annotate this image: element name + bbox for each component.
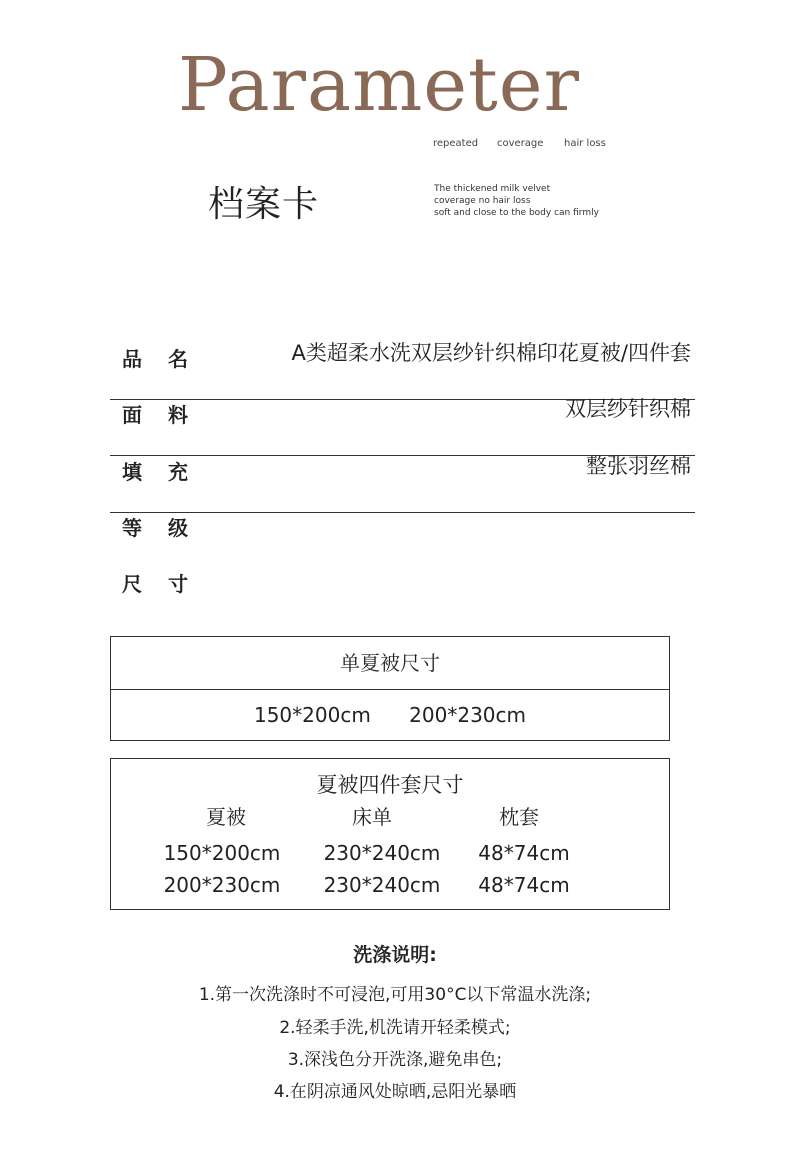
tagline-coverage: coverage	[497, 138, 544, 149]
table-cell: 150*200cm	[163, 841, 281, 865]
set-title: 夏被四件套尺寸	[316, 773, 464, 797]
description-line: soft and close to the body can firmly	[434, 208, 599, 218]
param-value: A类超柔水洗双层纱针织棉印花夏被/四件套	[291, 341, 691, 365]
param-label: 品名	[122, 347, 214, 371]
wash-instruction: 1.第一次洗涤时不可浸泡,可用30°C以下常温水洗涤;	[198, 985, 592, 1005]
single-quilt-sizes	[111, 689, 669, 741]
param-row-fabric	[110, 399, 695, 456]
table-cell: 230*240cm	[323, 841, 441, 865]
wash-instruction: 4.在阴凉通风处晾晒,忌阳光暴晒	[273, 1082, 517, 1102]
tagline-hair-loss: hair loss	[564, 138, 606, 149]
single-quilt-size-box	[110, 636, 670, 741]
wash-instruction: 2.轻柔手洗,机洗请开轻柔模式;	[279, 1018, 511, 1038]
column-header: 枕套	[499, 805, 539, 829]
description-line: coverage no hair loss	[434, 196, 531, 206]
table-cell: 200*230cm	[163, 873, 281, 897]
table-cell: 48*74cm	[478, 873, 570, 897]
param-row-filling	[110, 456, 695, 513]
tagline-repeated: repeated	[433, 138, 479, 149]
param-label: 填充	[122, 460, 214, 484]
single-quilt-title: 单夏被尺寸	[111, 637, 669, 690]
wash-title: 洗涤说明:	[353, 944, 437, 966]
brand-title: Parameter	[178, 42, 580, 128]
column-header: 夏被	[206, 805, 246, 829]
param-label: 尺寸	[122, 572, 214, 596]
size-value: 200*230cm	[409, 703, 526, 727]
param-row-grade	[110, 512, 695, 568]
table-cell: 48*74cm	[478, 841, 570, 865]
param-row-name	[110, 343, 695, 400]
column-header: 床单	[352, 805, 392, 829]
param-value: 双层纱针织棉	[565, 397, 691, 421]
param-label: 等级	[122, 516, 214, 540]
size-value: 150*200cm	[253, 703, 371, 727]
description	[434, 183, 599, 219]
table-cell: 230*240cm	[323, 873, 441, 897]
param-value: 整张羽丝棉	[586, 454, 691, 478]
wash-instruction: 3.深浅色分开洗涤,避免串色;	[287, 1050, 503, 1070]
description-line: The thickened milk velvet	[434, 184, 551, 194]
page-title: 档案卡	[208, 184, 320, 225]
param-label: 面料	[122, 403, 214, 427]
set-size-box	[110, 758, 670, 910]
param-row-size	[110, 568, 695, 624]
